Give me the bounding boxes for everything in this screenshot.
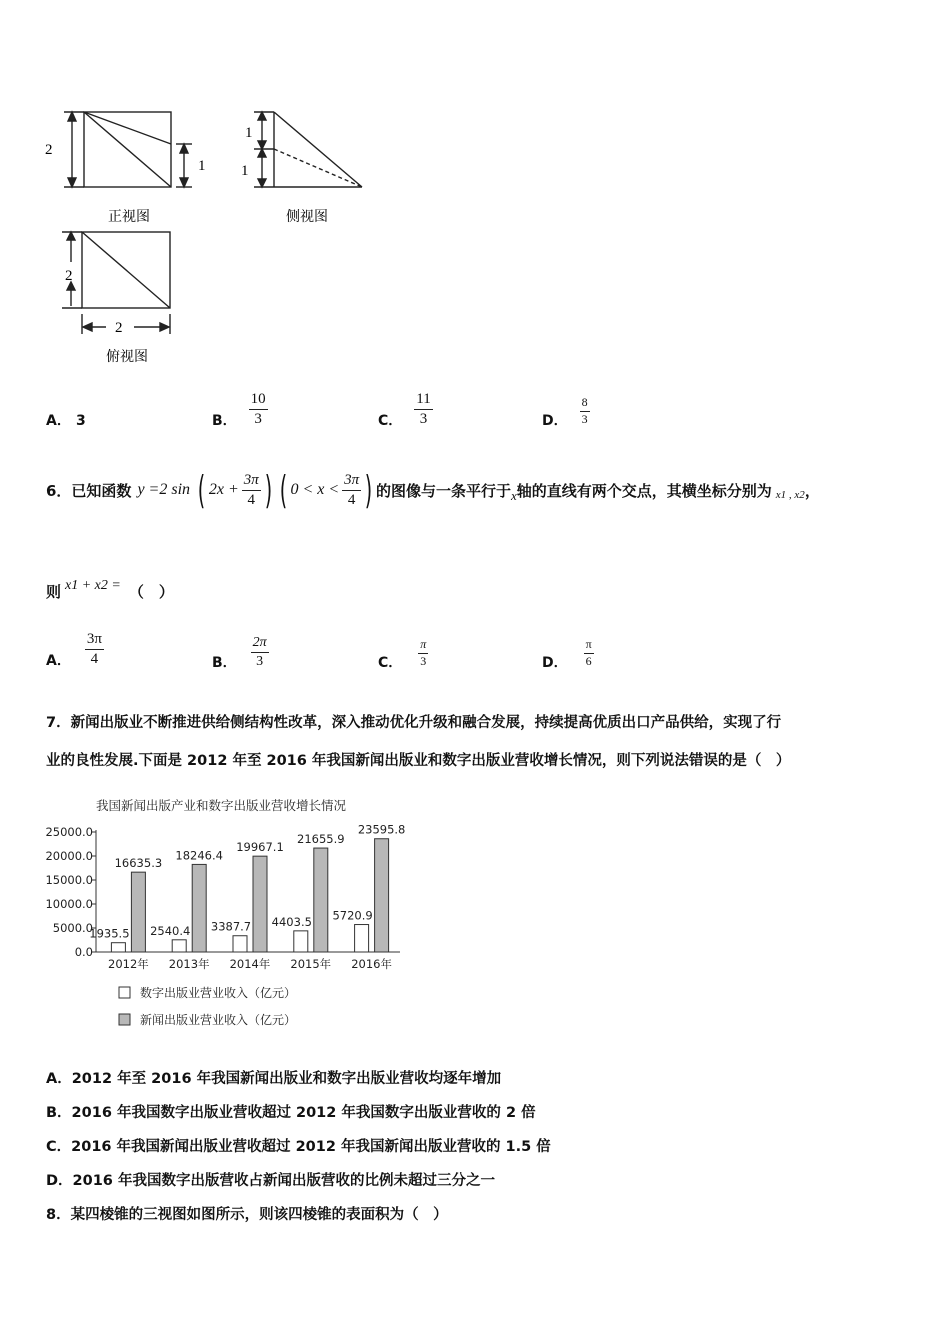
q6-stem-line2 bbox=[46, 575, 174, 601]
data-label-news: 19967.1 bbox=[236, 840, 284, 855]
bar-digital bbox=[111, 943, 125, 952]
fraction-numerator: 8 bbox=[580, 396, 590, 411]
q6-inner-fraction bbox=[242, 472, 261, 508]
option-fraction bbox=[251, 635, 269, 669]
q6-domain: 0 < x < bbox=[290, 481, 340, 498]
front-view-caption: 正视图 bbox=[108, 209, 150, 225]
fraction-denominator: 3 bbox=[581, 411, 588, 426]
data-label-digital: 4403.5 bbox=[271, 914, 312, 929]
q6-domain-fraction bbox=[342, 472, 361, 508]
option-fraction bbox=[249, 391, 268, 427]
data-label-news: 23595.8 bbox=[357, 822, 406, 837]
q6-axis-var: x bbox=[511, 488, 517, 503]
fraction-numerator: 10 bbox=[249, 391, 268, 410]
fraction-denominator: 3 bbox=[420, 653, 427, 668]
fraction-numerator: π bbox=[584, 638, 594, 653]
option-label: C． bbox=[378, 413, 403, 429]
fraction-denominator: 4 bbox=[247, 491, 256, 508]
option-fraction bbox=[85, 631, 104, 667]
top-dim-bottom-label: 2 bbox=[115, 320, 123, 336]
q6-line2-expr: x1 + x2 = bbox=[65, 577, 121, 593]
fraction-numerator: 3π bbox=[242, 472, 261, 491]
chart-title: 我国新闻出版产业和数字出版业营收增长情况 bbox=[96, 798, 347, 813]
q5-option-a[interactable] bbox=[46, 410, 86, 430]
q7-option-c[interactable]: C．2016 年我国新闻出版业营收超过 2012 年我国新闻出版业营收的 1.5 倍 bbox=[46, 1139, 551, 1155]
top-view-caption: 俯视图 bbox=[106, 349, 148, 365]
bar-digital bbox=[172, 940, 186, 952]
fraction-numerator: π bbox=[418, 638, 428, 653]
fraction-denominator: 4 bbox=[347, 491, 356, 508]
side-dim-bottom-label: 1 bbox=[241, 163, 249, 179]
bar-digital bbox=[294, 931, 308, 952]
legend-swatch-digital bbox=[119, 987, 130, 998]
q6-line2-paren: （ ） bbox=[128, 583, 174, 601]
option-label: A． bbox=[46, 413, 71, 429]
chart-x-axis bbox=[108, 957, 392, 971]
fraction-denominator: 3 bbox=[419, 410, 428, 427]
q6-option-c[interactable] bbox=[378, 634, 428, 672]
data-label-digital: 2540.4 bbox=[150, 923, 191, 938]
option-label: A． bbox=[46, 653, 71, 669]
q6-paren-close-2: ) bbox=[364, 468, 373, 512]
q6-option-b[interactable] bbox=[212, 632, 269, 672]
option-label: C． bbox=[378, 655, 403, 671]
q7-option-d[interactable]: D．2016 年我国数字出版营收占新闻出版营收的比例未超过三分之一 bbox=[46, 1173, 495, 1189]
front-dim-right-label: 1 bbox=[198, 158, 206, 174]
chart-bars bbox=[89, 823, 405, 952]
data-label-news: 16635.3 bbox=[114, 856, 163, 871]
q8-stem: 8．某四棱锥的三视图如图所示，则该四棱锥的表面积为（ ） bbox=[46, 1207, 448, 1223]
q6-inner-a: 2x + bbox=[208, 481, 239, 498]
q7-stem-line1: 7．新闻出版业不断推进供给侧结构性改革，深入推动优化升级和融合发展，持续提高优质出口产品供给，实现了行 bbox=[46, 715, 782, 731]
option-fraction bbox=[414, 391, 432, 427]
y-tick-label: 20000.0 bbox=[45, 849, 93, 863]
data-label-digital: 5720.9 bbox=[332, 908, 373, 923]
y-tick-label: 0.0 bbox=[74, 945, 93, 959]
option-fraction bbox=[580, 396, 590, 425]
fraction-denominator: 6 bbox=[585, 653, 592, 668]
q7-bar-chart bbox=[40, 790, 420, 1040]
q7-stem-line2: 业的良性发展.下面是 2012 年至 2016 年我国新闻出版业和数字出版业营收增长情况，则下列说法错误的是（ ） bbox=[46, 753, 791, 769]
legend-label-digital: 数字出版业营业收入（亿元） bbox=[140, 986, 297, 1000]
data-label-news: 18246.4 bbox=[175, 848, 223, 863]
fraction-denominator: 3 bbox=[256, 653, 264, 669]
x-tick-label: 2016年 bbox=[351, 957, 392, 971]
y-tick-label: 10000.0 bbox=[45, 897, 93, 911]
three-view-figure-q5 bbox=[0, 0, 950, 380]
front-dim-left-label: 2 bbox=[45, 142, 53, 158]
legend-swatch-news bbox=[119, 1014, 130, 1025]
option-label: D． bbox=[542, 413, 568, 429]
q5-option-d[interactable] bbox=[542, 392, 590, 430]
q6-option-d[interactable] bbox=[542, 634, 594, 672]
bar-news bbox=[131, 872, 145, 952]
option-label: B． bbox=[212, 655, 237, 671]
q7-option-a[interactable]: A．2012 年至 2016 年我国新闻出版业和数字出版业营收均逐年增加 bbox=[46, 1071, 502, 1087]
fraction-numerator: 3π bbox=[342, 472, 361, 491]
q6-vars: x1 , x2 bbox=[775, 489, 805, 501]
bar-digital bbox=[355, 925, 369, 952]
x-tick-label: 2015年 bbox=[290, 957, 332, 971]
side-view bbox=[254, 112, 362, 187]
side-dim-top-label: 1 bbox=[245, 125, 253, 141]
option-fraction bbox=[584, 638, 594, 667]
x-tick-label: 2014年 bbox=[229, 957, 271, 971]
bar-digital bbox=[233, 936, 247, 952]
q6-paren-close: ) bbox=[264, 468, 272, 512]
side-view-caption: 侧视图 bbox=[286, 209, 328, 225]
legend-label-news: 新闻出版业营业收入（亿元） bbox=[140, 1013, 297, 1027]
y-tick-label: 15000.0 bbox=[45, 873, 93, 887]
x-tick-label: 2013年 bbox=[168, 957, 210, 971]
x-tick-label: 2012年 bbox=[108, 957, 149, 971]
q6-option-a[interactable] bbox=[46, 628, 104, 670]
bar-news bbox=[253, 856, 267, 952]
data-label-news: 21655.9 bbox=[297, 832, 345, 847]
option-label: D． bbox=[542, 655, 568, 671]
q6-paren-open: ( bbox=[197, 468, 206, 512]
q5-option-b[interactable] bbox=[212, 388, 268, 430]
data-label-digital: 3387.7 bbox=[210, 919, 252, 934]
q6-paren-open-2: ( bbox=[279, 468, 287, 512]
bar-news bbox=[314, 848, 328, 952]
bar-news bbox=[192, 864, 206, 952]
q6-stem-line1 bbox=[46, 468, 820, 512]
fraction-denominator: 3 bbox=[254, 410, 262, 427]
y-tick-label: 5000.0 bbox=[52, 921, 93, 935]
fraction-numerator: 11 bbox=[414, 391, 432, 410]
front-view bbox=[64, 112, 192, 187]
fraction-denominator: 4 bbox=[90, 650, 99, 667]
q6-line2-prefix: 则 bbox=[46, 583, 62, 601]
data-label-digital: 1935.5 bbox=[89, 926, 130, 941]
top-dim-left-label: 2 bbox=[65, 268, 73, 284]
fraction-numerator: 3π bbox=[85, 631, 104, 650]
q6-func-lhs: y =2 sin bbox=[137, 481, 191, 498]
top-view bbox=[62, 232, 170, 334]
q6-prefix: 6．已知函数 bbox=[46, 481, 132, 500]
q7-option-b[interactable]: B．2016 年我国数字出版业营收超过 2012 年我国数字出版业营收的 2 倍 bbox=[46, 1105, 536, 1121]
option-label: B． bbox=[212, 413, 237, 429]
q6-comma: ， bbox=[804, 481, 820, 500]
q5-option-c[interactable] bbox=[378, 388, 433, 430]
option-fraction bbox=[418, 638, 428, 667]
q6-middle-text: 的图像与一条平行于 bbox=[375, 481, 511, 500]
bar-news bbox=[375, 839, 389, 952]
q6-after-axis: 轴的直线有两个交点，其横坐标分别为 bbox=[516, 481, 772, 500]
y-tick-label: 25000.0 bbox=[45, 825, 93, 839]
option-value: 3 bbox=[75, 413, 86, 429]
fraction-numerator: 2π bbox=[251, 635, 269, 652]
